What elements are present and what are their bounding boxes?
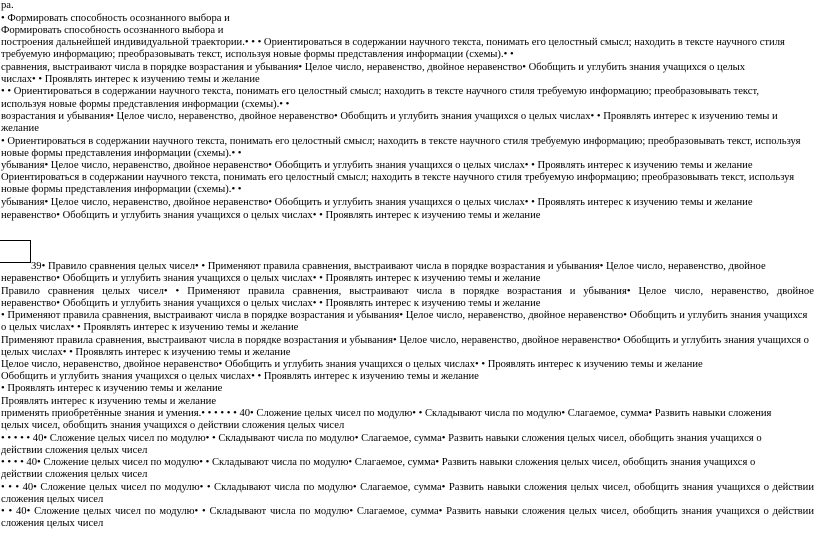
text-line: • Ориентироваться в содержании научного текста, понимать его целостный смысл; находить в тексте научного стиля требуемую информацию; преобразовывать текст, используя — [1, 136, 801, 147]
text-line: • Применяют правила сравнения, выстраивают числа в порядке возрастания и убывания• Целое число, неравенство, двойное неравенство• Обобщить и углубить знания учащихся — [1, 310, 808, 321]
text-line: • • • • • 40• Сложение целых чисел по модулю• • Складывают числа по модулю• Слагаемое, сумма• Развить навыки сложения целых чисел, обобщить знания учащихся о — [1, 433, 762, 444]
text-line: построения дальнейшей индивидуальной траектории.• • • Ориентироваться в содержании научного текста, понимать его целостный смысл; находить в тексте научного стиля — [1, 37, 785, 48]
text-line: • Формировать способность осознанного выбора и — [1, 13, 230, 24]
text-line: используя новые формы представления информации (схемы).• • — [1, 99, 290, 110]
text-line: целых числах• • Проявлять интерес к изучению темы и желание — [1, 347, 291, 358]
text-line: 39• Правило сравнения целых чисел• • Применяют правила сравнения, выстраивают числа в порядке возрастания и убывания• Целое число, неравенство, двойное — [31, 261, 766, 272]
text-line: Формировать способность осознанного выбора и — [1, 25, 224, 36]
text-line: новые формы представления информации (схемы).• • — [1, 148, 242, 159]
text-line: Целое число, неравенство, двойное неравенство• Обобщить и углубить знания учащихся о целых числах• • Проявлять интерес к изучению темы и желание — [1, 359, 703, 370]
text-line: сложения целых чисел — [1, 518, 104, 529]
text-line: о целых числах• • Проявлять интерес к изучению темы и желание — [1, 322, 299, 333]
text-line: • • Ориентироваться в содержании научного текста, понимать его целостный смысл; находить в тексте научного стиля требуемую информацию; преобразовывать текст, — [1, 86, 759, 97]
text-line: ра. — [1, 0, 14, 11]
text-line: желание — [1, 123, 39, 134]
text-line: убывания• Целое число, неравенство, двойное неравенство• Обобщить и углубить знания учащихся о целых числах• • Проявлять интерес к изучению темы и желание — [1, 160, 753, 171]
text-line: возрастания и убывания• Целое число, неравенство, двойное неравенство• Обобщить и углубить знания учащихся о целых числах• • Проявлять интерес к изучению темы и — [1, 111, 778, 122]
text-line: убывания• Целое число, неравенство, двойное неравенство• Обобщить и углубить знания учащихся о целых числах• • Проявлять интерес к изучению темы и желание — [1, 197, 753, 208]
text-line: • • • 40• Сложение целых чисел по модулю• • Складывают числа по модулю• Слагаемое, сумма• Развить навыки сложения целых чисел, обобщить знания учащихся о действии — [1, 482, 814, 493]
text-line: неравенство• Обобщить и углубить знания учащихся о целых числах• • Проявлять интерес к изучению темы и желание — [1, 298, 541, 309]
text-line: новые формы представления информации (схемы).• • — [1, 184, 242, 195]
text-line: неравенство• Обобщить и углубить знания учащихся о целых числах• • Проявлять интерес к изучению темы и желание — [1, 273, 541, 284]
text-line: сравнения, выстраивают числа в порядке возрастания и убывания• Целое число, неравенство, двойное неравенство• Обобщить и углубить знания учащихся о целых — [1, 62, 746, 73]
text-line: действии сложения целых чисел — [1, 469, 148, 480]
text-line: применять приобретённые знания и умения.• • • • • • 40• Сложение целых чисел по модулю• • Складывают числа по модулю• Слагаемое, сумма• Развить навыки сложения — [1, 408, 772, 419]
text-line: Применяют правила сравнения, выстраивают числа в порядке возрастания и убывания• Целое число, неравенство, двойное неравенство• Обобщить и углубить знания учащихся о — [1, 335, 809, 346]
text-line: Правило сравнения целых чисел• • Применяют правила сравнения, выстраивают числа в порядке возрастания и убывания• Целое число, неравенство, двойное — [1, 286, 814, 297]
text-line: неравенство• Обобщить и углубить знания учащихся о целых числах• • Проявлять интерес к изучению темы и желание — [1, 210, 541, 221]
text-line: числах• • Проявлять интерес к изучению темы и желание — [1, 74, 260, 85]
text-line: Обобщить и углубить знания учащихся о целых числах• • Проявлять интерес к изучению темы и желание — [1, 371, 479, 382]
text-line: • • 40• Сложение целых чисел по модулю• • Складывают числа по модулю• Слагаемое, сумма• Развить навыки сложения целых чисел, обобщить знания учащихся о действии — [1, 506, 814, 517]
text-line: сложения целых чисел — [1, 494, 104, 505]
text-line: требуемую информацию; преобразовывать текст, используя новые формы представления информации (схемы).• • — [1, 49, 514, 60]
text-line: • • • • 40• Сложение целых чисел по модулю• • Складывают числа по модулю• Слагаемое, сумма• Развить навыки сложения целых чисел, обобщить знания учащихся о — [1, 457, 756, 468]
text-line: целых чисел, обобщить знания учащихся о действии сложения целых чисел — [1, 420, 345, 431]
table-cell-border — [0, 240, 31, 263]
text-line: • Проявлять интерес к изучению темы и желание — [1, 383, 223, 394]
text-line: Проявлять интерес к изучению темы и желание — [1, 396, 217, 407]
text-line: действии сложения целых чисел — [1, 445, 148, 456]
text-line: Ориентироваться в содержании научного текста, понимать его целостный смысл; находить в тексте научного стиля требуемую информацию; преобразовывать текст, используя — [1, 172, 795, 183]
